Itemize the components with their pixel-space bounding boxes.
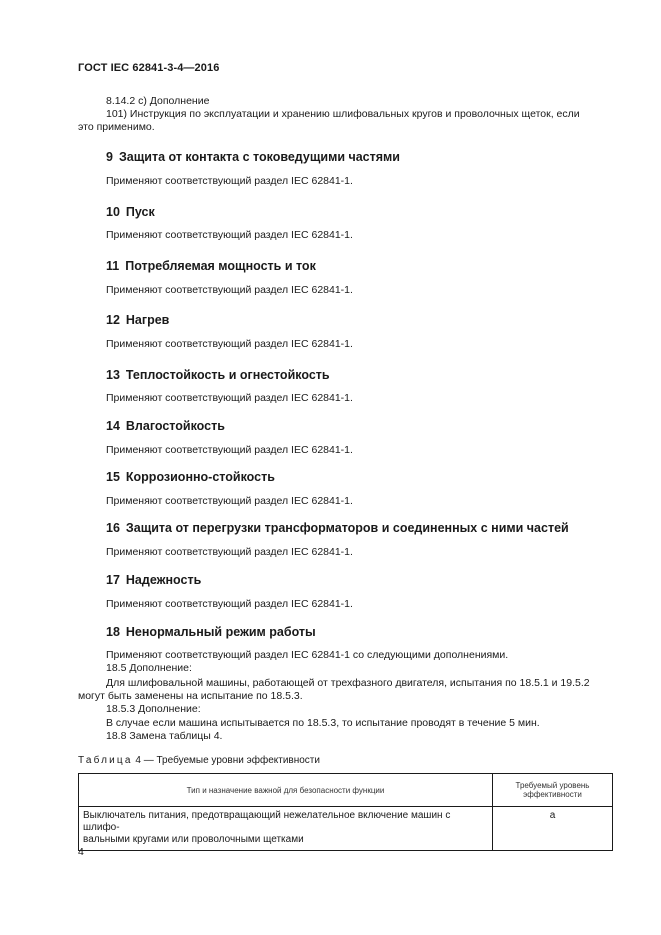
clause-18-5-3: 18.5.3 Дополнение:: [106, 703, 201, 715]
section-title: Потребляемая мощность и ток: [125, 259, 316, 273]
section-17-body: Применяют соответствующий раздел IEC 62841-1.: [106, 598, 353, 610]
section-11-body: Применяют соответствующий раздел IEC 62841-1.: [106, 284, 353, 296]
clause-18-5-text-line1: Для шлифовальной машины, работающей от трехфазного двигателя, испытания по 18.5.1 и 19.5.2: [106, 677, 590, 689]
section-number: 11: [106, 259, 120, 273]
section-title: Коррозионно-стойкость: [125, 470, 275, 484]
table-header-level: [493, 774, 613, 807]
document-code: ГОСТ IEC 62841-3-4—2016: [78, 62, 220, 74]
requirements-table: [78, 773, 613, 851]
clause-18-8: 18.8 Замена таблицы 4.: [106, 730, 223, 742]
section-10-heading: [106, 205, 155, 219]
table-header-level-line1: Требуемый уровень: [515, 781, 590, 790]
table-header-level-line2: эффективности: [523, 790, 582, 799]
table-header-row: [79, 774, 613, 807]
clause-8-14-2: 8.14.2 c) Дополнение: [106, 95, 210, 107]
table-cell-function-line1: Выключатель питания, предотвращающий нежелательное включение машин с шлифо-: [83, 810, 451, 833]
section-9-body: Применяют соответствующий раздел IEC 62841-1.: [106, 175, 353, 187]
section-title: Ненормальный режим работы: [125, 625, 316, 639]
section-title: Нагрев: [125, 313, 170, 327]
section-title: Пуск: [125, 205, 155, 219]
section-14-body: Применяют соответствующий раздел IEC 62841-1.: [106, 444, 353, 456]
table-caption: [78, 755, 320, 766]
section-18-heading: [106, 625, 316, 639]
section-number: 13: [106, 368, 120, 382]
section-9-heading: [106, 150, 400, 164]
section-11-heading: [106, 259, 316, 273]
table-header-function: Тип и назначение важной для безопасности функции: [79, 774, 493, 807]
page-number: 4: [78, 846, 84, 858]
table-caption-label: Таблица: [78, 755, 133, 766]
section-number: 16: [106, 521, 120, 535]
section-title: Теплостойкость и огнестойкость: [125, 368, 330, 382]
section-17-heading: [106, 573, 201, 587]
section-number: 9: [106, 150, 113, 164]
section-number: 17: [106, 573, 120, 587]
table-cell-function: [79, 807, 493, 851]
section-14-heading: [106, 419, 225, 433]
section-16-heading: [106, 521, 569, 535]
section-12-body: Применяют соответствующий раздел IEC 62841-1.: [106, 338, 353, 350]
section-15-heading: [106, 470, 275, 484]
clause-18-5-3-text: В случае если машина испытывается по 18.5.3, то испытание проводят в течение 5 мин.: [106, 717, 540, 729]
section-13-heading: [106, 368, 330, 382]
section-10-body: Применяют соответствующий раздел IEC 62841-1.: [106, 229, 353, 241]
table-caption-title: 4 — Требуемые уровни эффективности: [135, 755, 320, 766]
section-12-heading: [106, 313, 169, 327]
table-cell-level: a: [493, 807, 613, 851]
section-number: 14: [106, 419, 120, 433]
section-number: 12: [106, 313, 120, 327]
section-title: Защита от перегрузки трансформаторов и соединенных с ними частей: [125, 521, 569, 535]
clause-101-line2: это применимо.: [78, 121, 155, 133]
clause-18-5: 18.5 Дополнение:: [106, 662, 192, 674]
section-number: 15: [106, 470, 120, 484]
section-title: Надежность: [125, 573, 202, 587]
clause-18-5-text-line2: могут быть заменены на испытание по 18.5.3.: [78, 690, 303, 702]
clause-101-line1: 101) Инструкция по эксплуатации и хранению шлифовальных кругов и проволочных щеток, если: [106, 108, 580, 120]
section-number: 10: [106, 205, 120, 219]
section-title: Защита от контакта с токоведущими частями: [118, 150, 400, 164]
table-cell-function-line2: вальными кругами или проволочными щетками: [83, 834, 304, 845]
section-18-body: Применяют соответствующий раздел IEC 62841-1 со следующими дополнениями.: [106, 649, 509, 661]
section-13-body: Применяют соответствующий раздел IEC 62841-1.: [106, 392, 353, 404]
section-number: 18: [106, 625, 120, 639]
section-15-body: Применяют соответствующий раздел IEC 62841-1.: [106, 495, 353, 507]
section-title: Влагостойкость: [125, 419, 225, 433]
section-16-body: Применяют соответствующий раздел IEC 62841-1.: [106, 546, 353, 558]
table-row: [79, 807, 613, 851]
